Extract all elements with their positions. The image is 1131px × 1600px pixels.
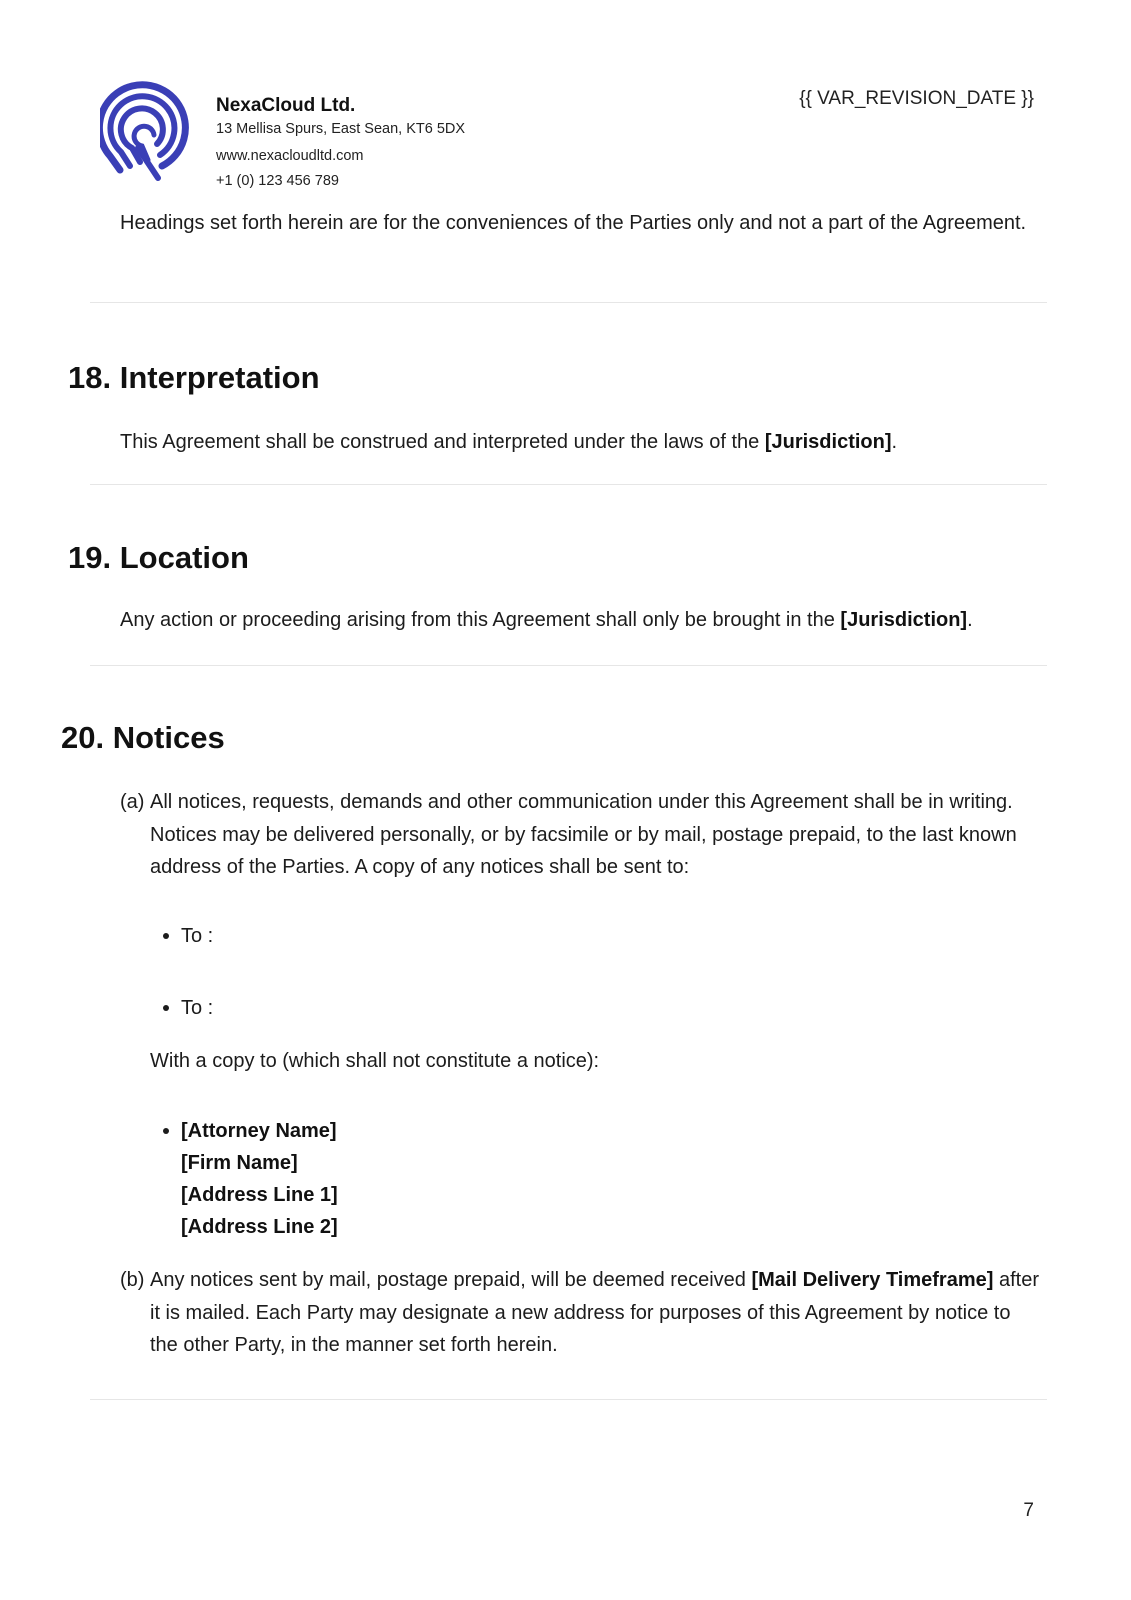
- company-name: NexaCloud Ltd.: [216, 95, 356, 116]
- list-item: [163, 920, 213, 952]
- section-18-title: Interpretation: [119, 360, 320, 395]
- company-info: [216, 95, 465, 189]
- jurisdiction-placeholder: [Jurisdiction]: [764, 431, 892, 453]
- copy-to-text: With a copy to (which shall not constitute a notice):: [150, 1050, 600, 1072]
- divider: [90, 302, 1047, 303]
- mail-delivery-placeholder: [Mail Delivery Timeframe]: [751, 1269, 994, 1291]
- section-20-number: 20.: [61, 720, 105, 755]
- section-18-period: .: [891, 431, 898, 453]
- item-a-text: All notices, requests, demands and other communication under this Agreement shall be in writing. Notices may be delivered personally, or by facsimile or by mail, postage prepaid, to the last known address of the Parties. A copy of any notices shall be sent to:: [150, 791, 1017, 878]
- page-number: 7: [1023, 1500, 1034, 1521]
- item-a-marker: (a): [120, 791, 145, 813]
- company-phone: +1 (0) 123 456 789: [216, 173, 339, 189]
- section-19-title: Location: [119, 540, 249, 575]
- section-18-number: 18.: [68, 360, 112, 395]
- to-label: To :: [181, 997, 214, 1019]
- attorney-name: [Attorney Name]: [181, 1120, 337, 1142]
- jurisdiction-placeholder: [Jurisdiction]: [840, 609, 968, 631]
- section-19-number: 19.: [68, 540, 112, 575]
- list-item: [163, 992, 213, 1024]
- bullet-icon: [163, 933, 169, 939]
- section-20-heading: [61, 720, 225, 756]
- bullet-icon: [163, 1128, 169, 1134]
- section-18-text: This Agreement shall be construed and interpreted under the laws of the: [120, 431, 765, 453]
- intro-paragraph: Headings set forth herein are for the conveniences of the Parties only and not a part of the Agreement.: [120, 212, 1027, 234]
- item-b-paragraph: [120, 1264, 1040, 1362]
- notice-item-b: [120, 1264, 1040, 1362]
- section-18-heading: [68, 360, 320, 396]
- company-website: www.nexacloudltd.com: [216, 148, 364, 164]
- item-b-text-rest: after it is mailed. Each Party may designate a new address for purposes of this Agreement by notice to the other Party, in the manner set forth herein.: [150, 1269, 1039, 1356]
- revision-date: {{ VAR_REVISION_DATE }}: [799, 88, 1034, 109]
- firm-name: [Firm Name]: [181, 1152, 298, 1174]
- address-line-2: [Address Line 2]: [181, 1216, 338, 1238]
- divider: [90, 484, 1047, 485]
- section-19-paragraph: [120, 604, 1050, 636]
- to-label: To :: [181, 925, 214, 947]
- notice-item-a: [120, 786, 1040, 884]
- attorney-list-item: [163, 1115, 338, 1243]
- divider: [90, 1399, 1047, 1400]
- section-19-text: Any action or proceeding arising from this Agreement shall only be brought in the: [120, 609, 841, 631]
- company-logo-icon: [100, 78, 194, 182]
- divider: [90, 665, 1047, 666]
- address-line-1: [Address Line 1]: [181, 1184, 338, 1206]
- section-20-title: Notices: [112, 720, 225, 755]
- item-b-marker: (b): [120, 1269, 145, 1291]
- bullet-icon: [163, 1005, 169, 1011]
- section-18-paragraph: [120, 426, 1050, 458]
- section-19-period: .: [967, 609, 973, 631]
- section-19-heading: [68, 540, 249, 576]
- company-address: 13 Mellisa Spurs, East Sean, KT6 5DX: [216, 121, 466, 137]
- item-b-text: Any notices sent by mail, postage prepaid, will be deemed received: [150, 1269, 752, 1291]
